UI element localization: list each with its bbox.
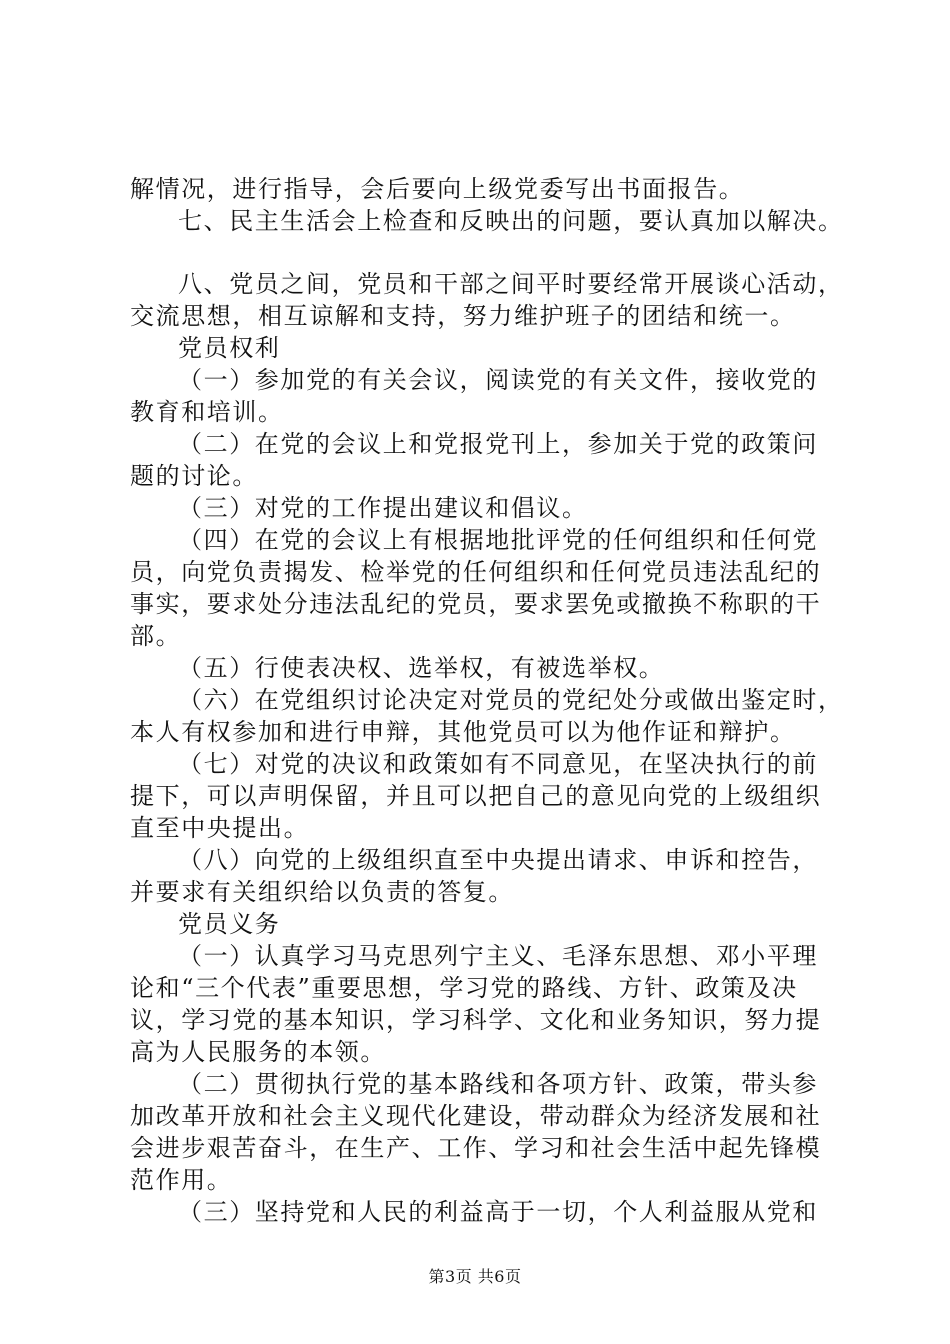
text-line: 直至中央提出。 xyxy=(130,814,310,842)
text-line: 题的讨论。 xyxy=(130,462,258,490)
text-line: （五）行使表决权、选举权，有被选举权。 xyxy=(178,654,665,682)
text-line: 加改革开放和社会主义现代化建设，带动群众为经济发展和社 xyxy=(130,1102,822,1130)
text-line: （三）对党的工作提出建议和倡议。 xyxy=(178,494,588,522)
text-line: 论和“三个代表”重要思想，学习党的路线、方针、政策及决 xyxy=(130,974,798,1002)
text-line: （四）在党的会议上有根据地批评党的任何组织和任何党 xyxy=(178,526,818,554)
text-line: （六）在党组织讨论决定对党员的党纪处分或做出鉴定时， xyxy=(178,686,844,714)
page-footer: 第3页 共6页 xyxy=(428,1267,522,1286)
text-line: 交流思想，相互谅解和支持，努力维护班子的团结和统一。 xyxy=(130,302,796,330)
section-heading: 党员义务 xyxy=(178,910,281,938)
text-line: 员，向党负责揭发、检举党的任何组织和任何党员违法乱纪的 xyxy=(130,558,822,586)
text-line: 八、党员之间，党员和干部之间平时要经常开展谈心活动， xyxy=(178,270,844,298)
text-line: 议，学习党的基本知识，学习科学、文化和业务知识，努力提 xyxy=(130,1006,822,1034)
text-line: （七）对党的决议和政策如有不同意见，在坚决执行的前 xyxy=(178,750,818,778)
text-line: （一）参加党的有关会议，阅读党的有关文件，接收党的 xyxy=(178,366,818,394)
text-line: （二）贯彻执行党的基本路线和各项方针、政策，带头参 xyxy=(178,1070,818,1098)
text-line: 解情况，进行指导，会后要向上级党委写出书面报告。 xyxy=(130,175,745,203)
text-line: 本人有权参加和进行申辩，其他党员可以为他作证和辩护。 xyxy=(130,718,796,746)
text-line: 并要求有关组织给以负责的答复。 xyxy=(130,878,514,906)
text-line: （二）在党的会议上和党报党刊上，参加关于党的政策问 xyxy=(178,430,818,458)
text-line: 事实，要求处分违法乱纪的党员，要求罢免或撤换不称职的干 xyxy=(130,590,822,618)
text-line: （一）认真学习马克思列宁主义、毛泽东思想、邓小平理 xyxy=(178,942,818,970)
text-line: 会进步艰苦奋斗，在生产、工作、学习和社会生活中起先锋模 xyxy=(130,1134,822,1162)
text-line: （三）坚持党和人民的利益高于一切，个人利益服从党和 xyxy=(178,1198,818,1226)
text-line: 提下，可以声明保留，并且可以把自己的意见向党的上级组织 xyxy=(130,782,822,810)
text-line: 范作用。 xyxy=(130,1166,233,1194)
text-line: 教育和培训。 xyxy=(130,398,284,426)
text-line: 七、民主生活会上检查和反映出的问题，要认真加以解决。 xyxy=(178,207,844,235)
text-line: 高为人民服务的本领。 xyxy=(130,1038,386,1066)
section-heading: 党员权利 xyxy=(178,334,281,362)
text-line: （八）向党的上级组织直至中央提出请求、申诉和控告， xyxy=(178,846,818,874)
text-line: 部。 xyxy=(130,622,182,650)
